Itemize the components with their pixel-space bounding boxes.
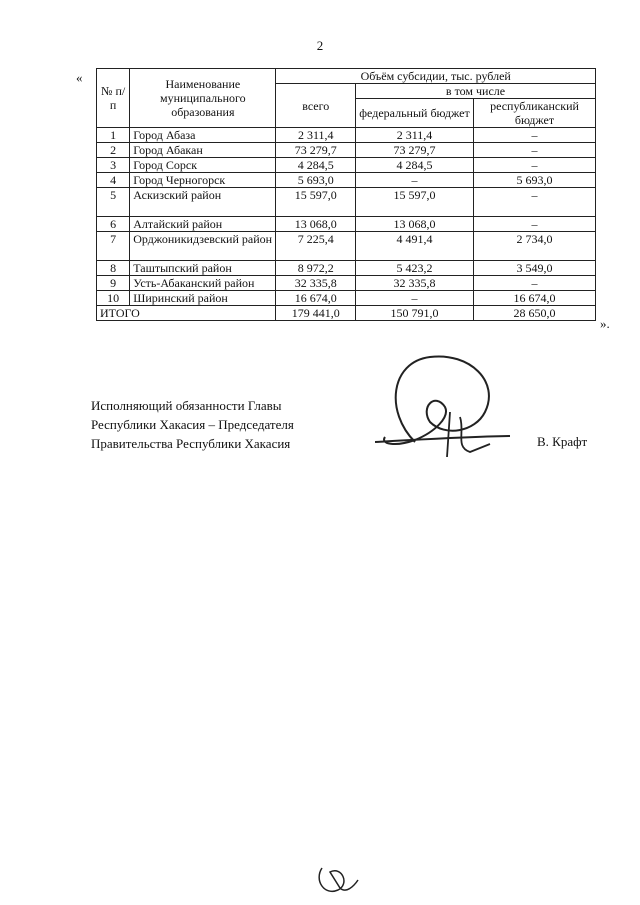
header-total: всего: [276, 84, 356, 128]
page-number: 2: [316, 38, 324, 53]
row-total: 4 284,5: [276, 158, 356, 173]
header-subsidy-volume: Объём субсидии, тыс. рублей: [276, 69, 596, 84]
row-municipality: Ширинский район: [130, 291, 276, 306]
row-municipality: Город Абакан: [130, 143, 276, 158]
row-republic: 16 674,0: [473, 291, 595, 306]
table-row: [97, 291, 596, 306]
row-total: 15 597,0: [276, 188, 356, 217]
subsidy-table: [96, 68, 596, 321]
row-number: 8: [97, 261, 130, 276]
row-republic: 2 734,0: [473, 232, 595, 261]
table-total-row: [97, 306, 596, 321]
row-federal: 32 335,8: [356, 276, 474, 291]
row-total: 2 311,4: [276, 128, 356, 143]
header-republic-budget: республиканский бюджет: [473, 99, 595, 128]
row-federal: –: [356, 291, 474, 306]
row-federal: –: [356, 173, 474, 188]
row-number: 5: [97, 188, 130, 217]
row-republic: –: [473, 188, 595, 217]
row-total: 73 279,7: [276, 143, 356, 158]
header-number: № п/п: [97, 69, 130, 128]
row-federal: 73 279,7: [356, 143, 474, 158]
table-row: [97, 276, 596, 291]
row-federal: 5 423,2: [356, 261, 474, 276]
row-federal: 4 491,4: [356, 232, 474, 261]
signatory-line-3: Правительства Республики Хакасия: [91, 436, 291, 451]
table-row: [97, 232, 596, 261]
row-total: 8 972,2: [276, 261, 356, 276]
row-total: 5 693,0: [276, 173, 356, 188]
table-row: [97, 217, 596, 232]
header-including: в том числе: [356, 84, 596, 99]
row-municipality: Усть-Абаканский район: [130, 276, 276, 291]
row-republic: 3 549,0: [473, 261, 595, 276]
row-total: 32 335,8: [276, 276, 356, 291]
row-municipality: Орджоникидзевский район: [130, 232, 276, 261]
handwritten-signature: [375, 352, 515, 472]
row-total: 13 068,0: [276, 217, 356, 232]
row-municipality: Город Черногорск: [130, 173, 276, 188]
row-number: 7: [97, 232, 130, 261]
row-republic: –: [473, 143, 595, 158]
table-row: [97, 173, 596, 188]
table-row: [97, 158, 596, 173]
opening-quote: «: [76, 70, 83, 85]
row-total: 7 225,4: [276, 232, 356, 261]
initials-mark: [312, 860, 362, 900]
row-federal: 15 597,0: [356, 188, 474, 217]
signatory-title: [91, 396, 294, 453]
table-row: [97, 261, 596, 276]
total-label: ИТОГО: [97, 306, 276, 321]
row-number: 2: [97, 143, 130, 158]
signatory-line-1: Исполняющий обязанности Главы: [91, 398, 282, 413]
table-row: [97, 128, 596, 143]
row-number: 4: [97, 173, 130, 188]
header-federal-budget: федеральный бюджет: [356, 99, 474, 128]
row-federal: 4 284,5: [356, 158, 474, 173]
row-republic: 5 693,0: [473, 173, 595, 188]
table-body: [97, 128, 596, 306]
row-republic: –: [473, 276, 595, 291]
table-row: [97, 188, 596, 217]
table-row: [97, 143, 596, 158]
row-number: 10: [97, 291, 130, 306]
row-number: 6: [97, 217, 130, 232]
row-municipality: Алтайский район: [130, 217, 276, 232]
row-number: 9: [97, 276, 130, 291]
header-municipality: Наименование муниципального образования: [130, 69, 276, 128]
row-federal: 13 068,0: [356, 217, 474, 232]
row-republic: –: [473, 158, 595, 173]
row-republic: –: [473, 217, 595, 232]
row-total: 16 674,0: [276, 291, 356, 306]
signatory-line-2: Республики Хакасия – Председателя: [91, 417, 294, 432]
total-sum: 179 441,0: [276, 306, 356, 321]
row-municipality: Город Сорск: [130, 158, 276, 173]
row-municipality: Аскизский район: [130, 188, 276, 217]
row-republic: –: [473, 128, 595, 143]
closing-quote: ».: [600, 316, 610, 331]
row-federal: 2 311,4: [356, 128, 474, 143]
signer-name: В. Крафт: [537, 434, 588, 449]
row-municipality: Город Абаза: [130, 128, 276, 143]
total-republic: 28 650,0: [473, 306, 595, 321]
row-number: 1: [97, 128, 130, 143]
total-federal: 150 791,0: [356, 306, 474, 321]
row-number: 3: [97, 158, 130, 173]
row-municipality: Таштыпский район: [130, 261, 276, 276]
